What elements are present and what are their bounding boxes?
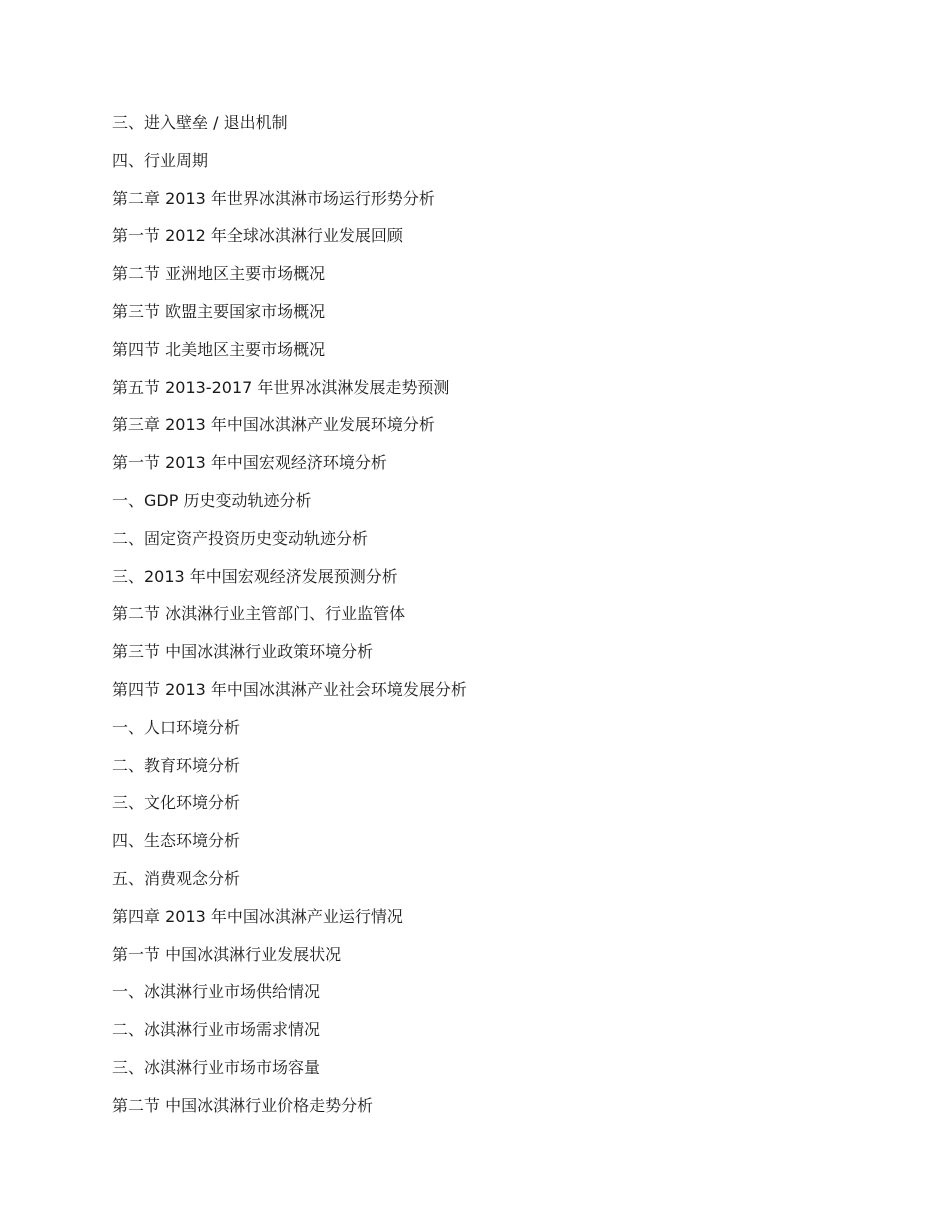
toc-section: 第一节 2012 年全球冰淇淋行业发展回顾 [112, 226, 403, 246]
toc-subsection: 一、GDP 历史变动轨迹分析 [112, 490, 312, 510]
toc-section: 第二节 冰淇淋行业主管部门、行业监管体 [112, 604, 406, 624]
toc-subsection: 一、冰淇淋行业市场供给情况 [112, 982, 321, 1002]
toc-section: 第五节 2013-2017 年世界冰淇淋发展走势预测 [112, 377, 450, 397]
toc-chapter-heading: 第四章 2013 年中国冰淇淋产业运行情况 [112, 906, 403, 926]
table-of-contents [112, 110, 872, 1131]
toc-section: 第三节 欧盟主要国家市场概况 [112, 301, 326, 321]
toc-section: 第四节 2013 年中国冰淇淋产业社会环境发展分析 [112, 679, 467, 699]
toc-section: 第二节 亚洲地区主要市场概况 [112, 264, 326, 284]
toc-subsection: 二、固定资产投资历史变动轨迹分析 [112, 528, 369, 548]
toc-line: 三、进入壁垒 / 退出机制 [112, 113, 288, 132]
toc-subsection: 二、冰淇淋行业市场需求情况 [112, 1020, 321, 1040]
toc-section: 第一节 中国冰淇淋行业发展状况 [112, 944, 342, 964]
toc-subsection: 四、生态环境分析 [112, 831, 241, 851]
toc-line: 四、行业周期 [112, 150, 209, 170]
toc-chapter-heading: 第三章 2013 年中国冰淇淋产业发展环境分析 [112, 415, 435, 435]
toc-section: 第三节 中国冰淇淋行业政策环境分析 [112, 642, 374, 662]
toc-subsection: 三、2013 年中国宏观经济发展预测分析 [112, 566, 398, 586]
toc-section: 第四节 北美地区主要市场概况 [112, 339, 326, 359]
toc-subsection: 三、冰淇淋行业市场市场容量 [112, 1057, 321, 1077]
toc-subsection: 五、消费观念分析 [112, 868, 241, 888]
toc-subsection: 三、文化环境分析 [112, 793, 241, 813]
toc-chapter-heading: 第二章 2013 年世界冰淇淋市场运行形势分析 [112, 188, 435, 208]
toc-section: 第二节 中国冰淇淋行业价格走势分析 [112, 1095, 374, 1115]
toc-section: 第一节 2013 年中国宏观经济环境分析 [112, 453, 387, 473]
toc-subsection: 二、教育环境分析 [112, 755, 241, 775]
toc-subsection: 一、人口环境分析 [112, 717, 241, 737]
